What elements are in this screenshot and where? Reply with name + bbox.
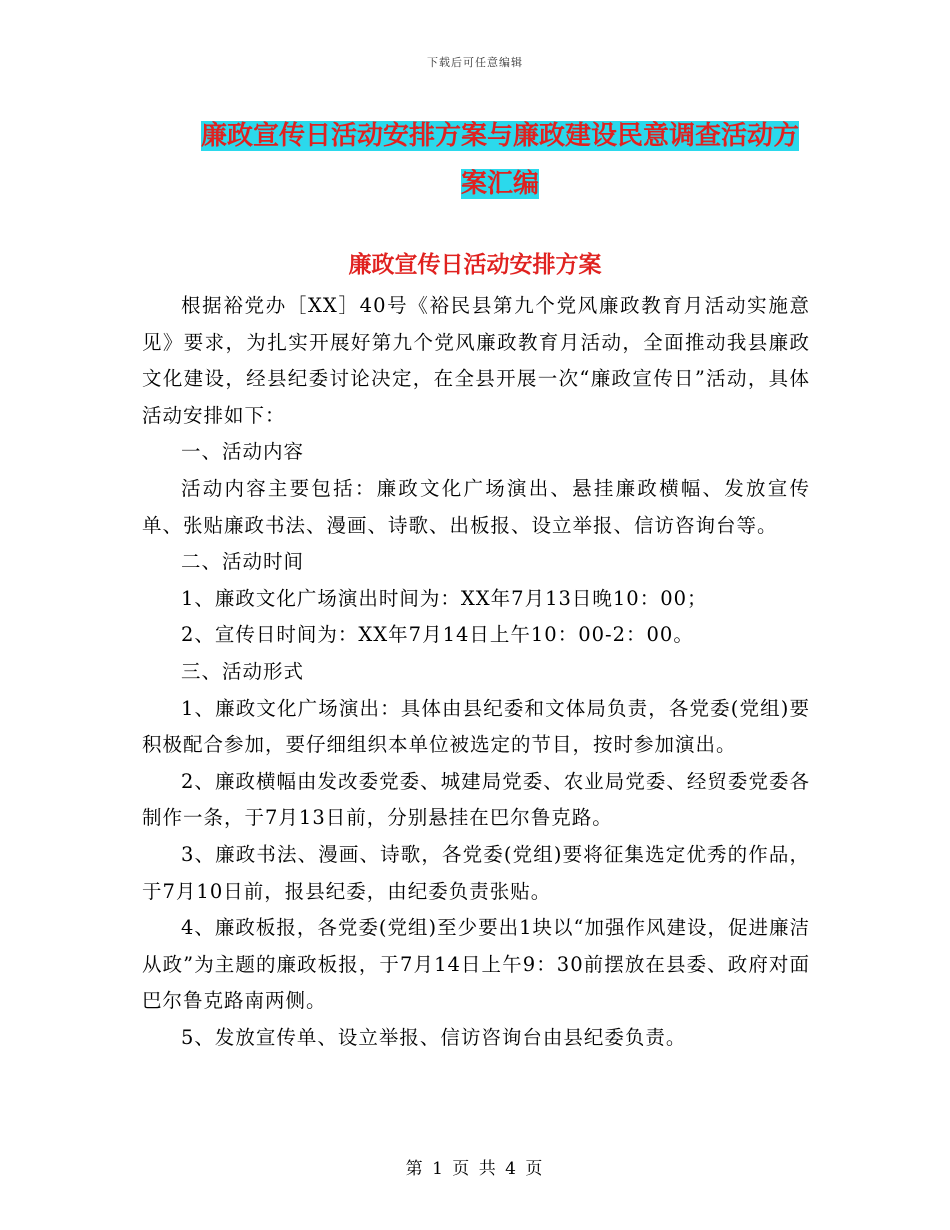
paragraph-form-2: 2、廉政横幅由发改委党委、城建局党委、农业局党委、经贸委党委各制作一条，于7月13日前，分别悬挂在巴尔鲁克路。 bbox=[142, 769, 810, 830]
paragraph-form-4: 4、廉政板报，各党委(党组)至少要出1块以“加强作风建设，促进廉洁从政”为主题的廉政板报，于7月14日上午9：30前摆放在县委、政府对面巴尔鲁克路南两侧。 bbox=[142, 916, 810, 1013]
document-title bbox=[120, 112, 880, 208]
heading-activity-time: 二、活动时间 bbox=[181, 550, 305, 574]
heading-activity-form: 三、活动形式 bbox=[181, 659, 305, 683]
document-body bbox=[142, 288, 810, 1056]
paragraph-form-5: 5、发放宣传单、设立举报、信访咨询台由县纪委负责。 bbox=[181, 1025, 687, 1049]
document-title-line-2: 案汇编 bbox=[460, 169, 539, 199]
paragraph-time-1: 1、廉政文化广场演出时间为：XX年7月13日晚10：00； bbox=[181, 586, 708, 610]
heading-activity-content: 一、活动内容 bbox=[181, 440, 305, 464]
page-footer: 第 1 页 共 4 页 bbox=[405, 1159, 545, 1179]
section-title: 廉政宣传日活动安排方案 bbox=[348, 251, 602, 278]
paragraph-form-1: 1、廉政文化广场演出：具体由县纪委和文体局负责，各党委(党组)要积极配合参加，要仔细组织本单位被选定的节目，按时参加演出。 bbox=[142, 696, 810, 757]
header-note: 下载后可任意编辑 bbox=[427, 56, 523, 69]
document-title-line-1: 廉政宣传日活动安排方案与廉政建设民意调查活动方 bbox=[200, 121, 799, 151]
paragraph-intro: 根据裕党办［XX］40号《裕民县第九个党风廉政教育月活动实施意见》要求，为扎实开展好第九个党风廉政教育月活动，全面推动我县廉政文化建设，经县纪委讨论决定，在全县开展一次“廉政宣传日”活动，具体活动安排如下： bbox=[142, 294, 810, 427]
paragraph-activity-content: 活动内容主要包括：廉政文化广场演出、悬挂廉政横幅、发放宣传单、张贴廉政书法、漫画、诗歌、出板报、设立举报、信访咨询台等。 bbox=[142, 476, 810, 537]
paragraph-form-3: 3、廉政书法、漫画、诗歌，各党委(党组)要将征集选定优秀的作品，于7月10日前，报县纪委，由纪委负责张贴。 bbox=[142, 842, 810, 903]
paragraph-time-2: 2、宣传日时间为：XX年7月14日上午10：00-2：00。 bbox=[181, 623, 694, 647]
